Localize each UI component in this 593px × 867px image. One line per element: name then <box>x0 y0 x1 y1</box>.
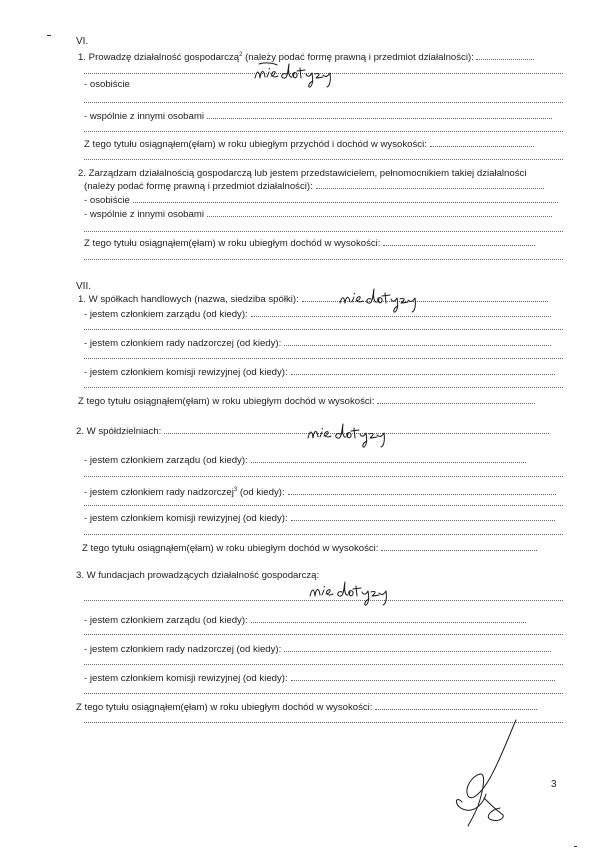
dotted-fill <box>430 146 534 147</box>
section-vii-item2-label: 2. W spółdzielniach: <box>76 426 549 438</box>
dotted-fill <box>377 403 535 404</box>
dotted-line <box>84 231 563 232</box>
income-label: Z tego tytułu osiągnąłem(ęłam) w roku ubiegłym dochód w wysokości: <box>76 702 537 714</box>
audit-label: - jestem członkiem komisji rewizyjnej (od kiedy): <box>84 367 555 379</box>
dotted-line <box>84 159 563 160</box>
dotted-fill <box>476 59 534 60</box>
jointly-label: - wspólnie z innymi osobami <box>84 209 552 221</box>
dotted-line <box>84 387 563 388</box>
handwriting-nie-dotyczy <box>306 420 402 450</box>
board-label: - jestem członkiem zarządu (od kiedy): <box>84 309 551 321</box>
dotted-fill <box>207 118 552 119</box>
section-vii-item3-label: 3. W fundacjach prowadzących działalność gospodarczą: <box>76 570 320 581</box>
footnote-marker: 2 <box>239 52 243 58</box>
handwriting-nie-dotyczy <box>253 60 349 90</box>
personally-label: - osobiście <box>84 195 558 207</box>
audit-label: - jestem członkiem komisji rewizyjnej (od kiedy): <box>84 513 555 525</box>
dotted-fill <box>251 462 526 463</box>
handwritten-not-applicable <box>308 580 404 611</box>
income-label: Z tego tytułu osiągnąłem(ęłam) w roku ubiegłym przychód i dochód w wysokości: <box>84 139 534 151</box>
dotted-line <box>84 664 563 665</box>
dotted-line <box>84 476 563 477</box>
dotted-fill <box>251 622 526 623</box>
income-label: Z tego tytułu osiągnąłem(ęłam) w roku ubiegłym dochód w wysokości: <box>82 543 537 555</box>
dotted-fill <box>316 188 544 189</box>
supervisory-label: - jestem członkiem rady nadzorczej$^3$ (od kiedy): <box>84 484 556 499</box>
dotted-fill <box>284 345 551 346</box>
section-vi-item2-label: 2. Zarządzam działalnością gospodarczą lub jestem przedstawicielem, pełnomocnikiem takiej działalności <box>78 168 527 179</box>
dotted-fill <box>291 374 555 375</box>
section-vii-item1-label: 1. W spółkach handlowych (nazwa, siedziba spółki): <box>78 294 548 306</box>
dotted-fill <box>284 651 551 652</box>
section-vii-header: VII. <box>76 281 92 292</box>
dotted-fill <box>381 550 537 551</box>
section-vi-item1-label: 1. Prowadzę działalność gospodarczą$^2$ (należy podać formę prawną i przedmiot działalności): <box>78 49 534 64</box>
scan-mark <box>47 35 51 36</box>
dotted-line <box>84 634 563 635</box>
dotted-fill <box>207 216 552 217</box>
supervisory-label: - jestem członkiem rady nadzorczej (od kiedy): <box>84 338 551 350</box>
handwriting-nie-dotyczy <box>308 580 404 608</box>
income-label: Z tego tytułu osiągnąłem(ęłam) w roku ubiegłym dochód w wysokości: <box>78 396 535 408</box>
jointly-label: - wspólnie z innymi osobami <box>84 111 552 123</box>
board-label: - jestem członkiem zarządu (od kiedy): <box>84 615 526 627</box>
dotted-fill <box>383 245 535 246</box>
board-label: - jestem członkiem zarządu (od kiedy): <box>84 455 526 467</box>
signature <box>446 718 526 839</box>
section-vi-item2-label-line2: (należy podać formę prawną i przedmiot działalności): <box>84 181 544 193</box>
supervisory-label: - jestem członkiem rady nadzorczej (od kiedy): <box>84 644 551 656</box>
section-vi-header: VI. <box>76 36 89 47</box>
dotted-fill <box>291 680 555 681</box>
dotted-line <box>84 534 563 535</box>
dotted-fill <box>133 202 558 203</box>
dotted-line <box>84 693 563 694</box>
dotted-line <box>84 505 563 506</box>
handwritten-not-applicable <box>253 60 349 93</box>
dotted-fill <box>288 494 556 495</box>
handwritten-not-applicable <box>306 420 402 453</box>
dotted-line <box>84 329 563 330</box>
audit-label: - jestem członkiem komisji rewizyjnej (od kiedy): <box>84 673 555 685</box>
income-label: Z tego tytułu osiągnąłem(ęłam) w roku ubiegłym dochód w wysokości: <box>84 238 535 250</box>
handwritten-not-applicable <box>338 286 430 317</box>
dotted-fill <box>375 709 537 710</box>
handwriting-nie-dotyczy <box>338 286 430 314</box>
signature-scribble <box>446 718 526 836</box>
footnote-marker: 3 <box>233 487 238 493</box>
dotted-fill <box>291 520 555 521</box>
page-number: 3 <box>551 779 557 790</box>
dotted-line <box>84 131 563 132</box>
personally-label: - osobiście <box>84 79 130 90</box>
dotted-line <box>84 358 563 359</box>
scan-mark <box>574 846 577 847</box>
dotted-line <box>84 259 563 260</box>
dotted-line <box>84 102 563 103</box>
